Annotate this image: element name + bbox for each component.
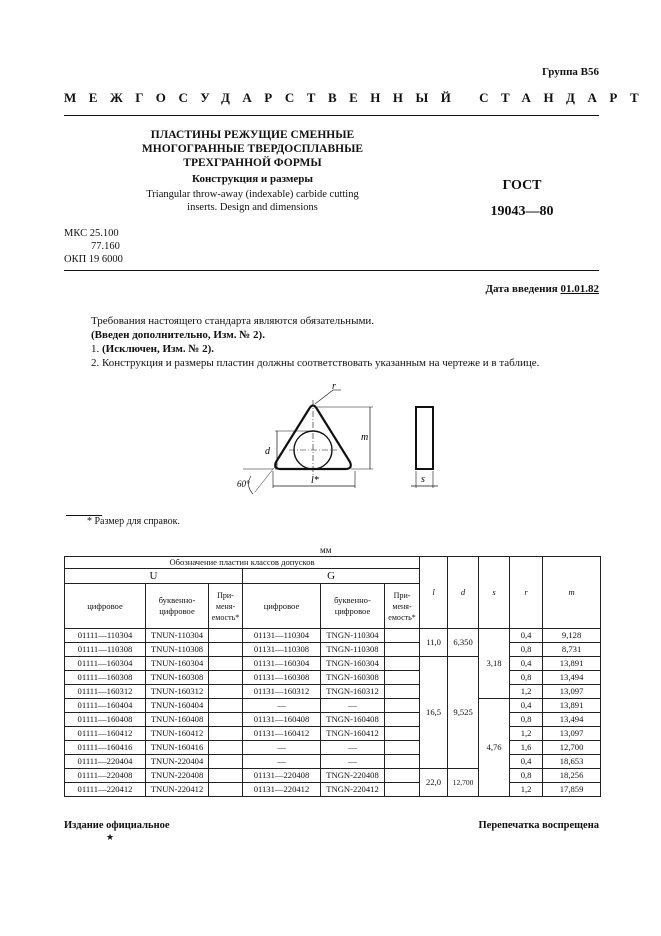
r-leader	[315, 390, 333, 404]
table-row	[65, 727, 601, 741]
cell-g-alnum: TNGN-220412	[321, 783, 385, 797]
cell-g-note	[385, 783, 420, 797]
cell-m: 13,494	[543, 671, 601, 685]
cell-u-digital: 01111—220412	[65, 783, 146, 797]
subtitle: Конструкция и размеры	[192, 173, 313, 185]
cell-u-digital: 01111—220408	[65, 769, 146, 783]
cell-g-digital: 01131—220412	[243, 783, 321, 797]
header-class-u: U	[65, 569, 243, 584]
cell-m: 13,891	[543, 657, 601, 671]
cell-u-note	[209, 713, 243, 727]
okp-code: ОКП 19 6000	[64, 254, 123, 265]
cell-u-alnum: TNUN-160416	[146, 741, 209, 755]
cell-r: 0,4	[510, 755, 543, 769]
table-row	[65, 713, 601, 727]
cell-u-alnum: TNUN-160408	[146, 713, 209, 727]
mks-code-2: 77.160	[91, 241, 120, 252]
table-row	[65, 657, 601, 671]
cell-u-digital: 01111—110304	[65, 629, 146, 643]
cell-m: 13,494	[543, 713, 601, 727]
standard-title: МЕЖГОСУДАРСТВЕННЫЙ СТАНДАРТ	[64, 90, 652, 105]
cell-u-digital: 01111—160312	[65, 685, 146, 699]
m-label: m	[361, 432, 369, 443]
cell-g-note	[385, 755, 420, 769]
header-s: s	[479, 557, 510, 629]
cell-d: 6,350	[448, 629, 479, 657]
cell-g-note	[385, 713, 420, 727]
cell-g-digital: 01131—160412	[243, 727, 321, 741]
cell-u-digital: 01111—110308	[65, 643, 146, 657]
cell-g-alnum: —	[321, 755, 385, 769]
unit-label: мм	[320, 545, 332, 555]
dimensions-table	[64, 556, 601, 797]
cell-r: 1,6	[510, 741, 543, 755]
cell-u-digital: 01111—220404	[65, 755, 146, 769]
star-icon: ★	[106, 832, 115, 842]
title-line-2: МНОГОГРАННЫЕ ТВЕРДОСПЛАВНЫЕ	[141, 143, 364, 155]
cell-g-digital: 01131—220408	[243, 769, 321, 783]
cell-u-digital: 01111—160304	[65, 657, 146, 671]
cell-g-alnum: TNGN-160308	[321, 671, 385, 685]
d-label: d	[265, 446, 270, 457]
cell-g-note	[385, 685, 420, 699]
cell-g-note	[385, 699, 420, 713]
paragraph-1-number: 1.	[91, 343, 100, 355]
cell-g-digital: 01131—160304	[243, 657, 321, 671]
english-title-2: inserts. Design and dimensions	[187, 202, 318, 213]
header-m: m	[543, 557, 601, 629]
paragraph-amendment: (Введен дополнительно, Изм. № 2).	[91, 329, 265, 341]
cell-u-alnum: TNUN-220412	[146, 783, 209, 797]
cell-m: 13,097	[543, 685, 601, 699]
cell-l: 11,0	[420, 629, 448, 657]
cell-r: 0,4	[510, 657, 543, 671]
paragraph-mandatory: Требования настоящего стандарта являются обязательными.	[91, 315, 375, 327]
header-u-digital: цифровое	[65, 584, 146, 629]
date-value: 01.01.82	[560, 283, 599, 295]
cell-r: 0,8	[510, 643, 543, 657]
cell-u-alnum: TNUN-220408	[146, 769, 209, 783]
cell-u-digital: 01111—160416	[65, 741, 146, 755]
cell-u-digital: 01111—160404	[65, 699, 146, 713]
cell-u-note	[209, 727, 243, 741]
cell-m: 9,128	[543, 629, 601, 643]
header-r: r	[510, 557, 543, 629]
cell-g-alnum: TNGN-160412	[321, 727, 385, 741]
cell-g-digital: 01131—110308	[243, 643, 321, 657]
title-line-1: ПЛАСТИНЫ РЕЖУЩИЕ СМЕННЫЕ	[150, 129, 355, 141]
table-row	[65, 699, 601, 713]
cell-g-alnum: TNGN-220408	[321, 769, 385, 783]
insert-side-view	[416, 407, 433, 469]
header-designation: Обозначение пластин классов допусков	[65, 557, 420, 569]
header-u-note: При-меня-емость*	[209, 584, 243, 629]
cell-g-alnum: TNGN-160304	[321, 657, 385, 671]
cell-g-note	[385, 657, 420, 671]
cell-r: 1,2	[510, 685, 543, 699]
paragraph-1	[91, 343, 214, 355]
cell-g-alnum: TNGN-110308	[321, 643, 385, 657]
header-g-digital: цифровое	[243, 584, 321, 629]
cell-g-digital: 01131—160312	[243, 685, 321, 699]
cell-u-alnum: TNUN-160412	[146, 727, 209, 741]
header-u-alnum: буквенно-цифровое	[146, 584, 209, 629]
cell-u-digital: 01111—160412	[65, 727, 146, 741]
cell-l: 16,5	[420, 657, 448, 769]
cell-m: 12,700	[543, 741, 601, 755]
cell-r: 0,8	[510, 671, 543, 685]
table-row	[65, 685, 601, 699]
gost-number: 19043—80	[490, 204, 554, 219]
cell-g-digital: 01131—160308	[243, 671, 321, 685]
header-l: l	[420, 557, 448, 629]
cell-u-alnum: TNUN-160308	[146, 671, 209, 685]
cell-u-note	[209, 741, 243, 755]
cell-u-alnum: TNUN-110308	[146, 643, 209, 657]
cell-g-note	[385, 643, 420, 657]
cell-m: 13,891	[543, 699, 601, 713]
cell-g-note	[385, 727, 420, 741]
cell-r: 1,2	[510, 783, 543, 797]
cell-m: 18,653	[543, 755, 601, 769]
cell-m: 18,256	[543, 769, 601, 783]
cell-r: 0,8	[510, 713, 543, 727]
table-body	[65, 629, 601, 797]
cell-m: 13,097	[543, 727, 601, 741]
cell-u-note	[209, 783, 243, 797]
insert-drawing	[225, 380, 455, 500]
cell-u-alnum: TNUN-160404	[146, 699, 209, 713]
cell-g-alnum: —	[321, 741, 385, 755]
cell-g-note	[385, 629, 420, 643]
header-d: d	[448, 557, 479, 629]
paragraph-2: 2. Конструкция и размеры пластин должны соответствовать указанным на чертеже и в таблице.	[91, 357, 540, 369]
r-label: r	[332, 381, 336, 392]
cell-g-alnum: TNGN-160408	[321, 713, 385, 727]
table-header-row-1	[65, 557, 601, 569]
cell-u-note	[209, 629, 243, 643]
table-row	[65, 783, 601, 797]
cell-u-note	[209, 699, 243, 713]
cell-u-note	[209, 755, 243, 769]
cell-u-alnum: TNUN-110304	[146, 629, 209, 643]
cell-s: 4,76	[479, 699, 510, 797]
cell-m: 17,859	[543, 783, 601, 797]
header-rule	[64, 115, 599, 116]
effective-date	[485, 283, 599, 295]
cell-u-digital: 01111—160408	[65, 713, 146, 727]
cell-g-digital: —	[243, 699, 321, 713]
angle-label: 60°	[237, 479, 250, 489]
english-title-1: Triangular throw-away (indexable) carbide cutting	[146, 189, 359, 200]
mks-code-1: МКС 25.100	[64, 228, 119, 239]
cell-u-digital: 01111—160308	[65, 671, 146, 685]
table-row	[65, 755, 601, 769]
header-class-g: G	[243, 569, 420, 584]
gost-label: ГОСТ	[502, 178, 542, 193]
cell-u-alnum: TNUN-160304	[146, 657, 209, 671]
cell-u-note	[209, 769, 243, 783]
cell-r: 1,2	[510, 727, 543, 741]
date-label: Дата введения	[485, 283, 558, 295]
cell-l: 22,0	[420, 769, 448, 797]
cell-g-alnum: TNGN-110304	[321, 629, 385, 643]
cell-d: 12,700	[448, 769, 479, 797]
cell-g-note	[385, 671, 420, 685]
cell-u-note	[209, 671, 243, 685]
cell-r: 0,4	[510, 629, 543, 643]
cell-g-digital: 01131—160408	[243, 713, 321, 727]
table-row	[65, 769, 601, 783]
cell-u-alnum: TNUN-160312	[146, 685, 209, 699]
title-line-3: ТРЕХГРАННОЙ ФОРМЫ	[183, 157, 322, 169]
cell-r: 0,8	[510, 769, 543, 783]
paragraph-1-text: (Исключен, Изм. № 2).	[102, 343, 215, 355]
cell-g-note	[385, 769, 420, 783]
cell-g-digital: 01131—110304	[243, 629, 321, 643]
cell-g-note	[385, 741, 420, 755]
header-g-note: При-меня-емость*	[385, 584, 420, 629]
table-row	[65, 741, 601, 755]
angle-side-line	[255, 464, 277, 492]
table-row	[65, 671, 601, 685]
cell-u-note	[209, 685, 243, 699]
footer-official-edition: Издание официальное	[64, 820, 170, 831]
cell-u-alnum: TNUN-220404	[146, 755, 209, 769]
cell-r: 0,4	[510, 699, 543, 713]
group-code: Группа В56	[541, 66, 599, 78]
cell-g-alnum: —	[321, 699, 385, 713]
s-label: s	[421, 474, 425, 485]
header-g-alnum: буквенно-цифровое	[321, 584, 385, 629]
table-row	[65, 643, 601, 657]
cell-s: 3,18	[479, 629, 510, 699]
cell-g-digital: —	[243, 755, 321, 769]
cell-u-note	[209, 643, 243, 657]
table-row	[65, 629, 601, 643]
cell-g-digital: —	[243, 741, 321, 755]
l-label: l*	[311, 475, 319, 486]
section-rule	[64, 270, 599, 271]
cell-d: 9,525	[448, 657, 479, 769]
cell-g-alnum: TNGN-160312	[321, 685, 385, 699]
footnote: * Размер для справок.	[87, 516, 180, 527]
footer-reprint-prohibited: Перепечатка воспрещена	[478, 820, 599, 831]
cell-u-note	[209, 657, 243, 671]
cell-m: 8,731	[543, 643, 601, 657]
